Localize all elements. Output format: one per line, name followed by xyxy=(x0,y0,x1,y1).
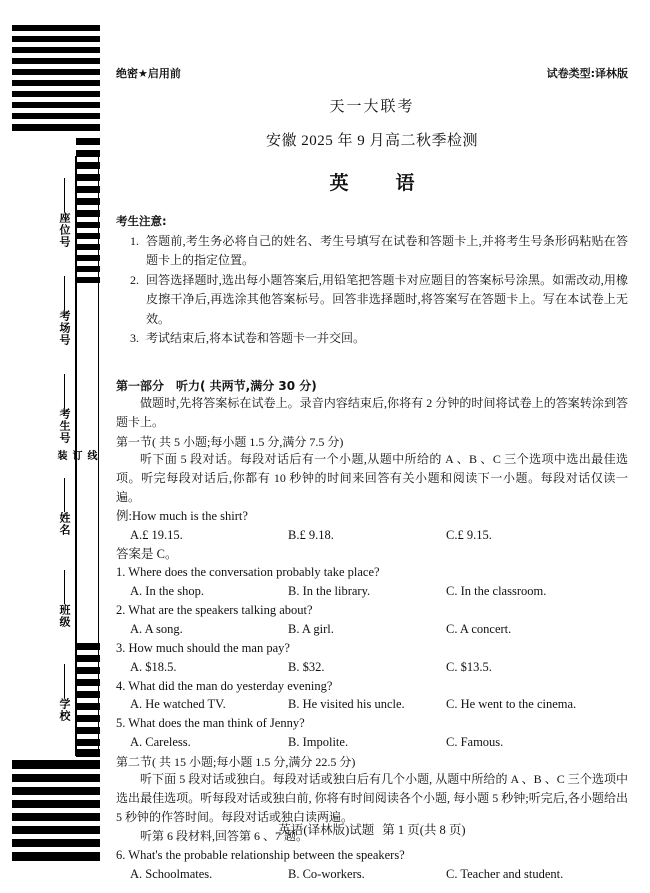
example-options xyxy=(116,526,628,545)
question-text: What does the man think of Jenny? xyxy=(128,716,305,731)
example-question-text: How much is the shirt? xyxy=(131,508,248,523)
question-options xyxy=(116,582,628,601)
option-b[interactable]: B. Co-workers. xyxy=(288,866,365,881)
question-text: What are the speakers talking about? xyxy=(128,603,313,618)
barcode-stripe xyxy=(76,715,100,722)
title-block xyxy=(116,95,628,195)
question-text: Where does the conversation probably take place? xyxy=(128,565,380,580)
seal-field-room-line xyxy=(64,276,65,310)
barcode-stripe xyxy=(76,277,100,283)
barcode-stripe xyxy=(76,691,100,698)
seal-field-seat-line xyxy=(64,178,65,212)
option-a[interactable]: A.£ 19.15. xyxy=(130,527,183,542)
question-stem xyxy=(116,639,628,658)
option-c[interactable]: C. $13.5. xyxy=(446,659,492,674)
seal-vertical-rule-inner xyxy=(98,156,99,756)
notice-item-text: 回答选择题时,选出每小题答案后,用铅笔把答题卡对应题目的答案标号涂黑。如需改动,用橡皮擦干净后,再选涂其他答案标号。回答非选择题时,将答案写在答题卡上。写在本试卷上无效。 xyxy=(146,272,628,326)
question-stem xyxy=(116,601,628,620)
barcode-stripe xyxy=(12,91,100,97)
notice-item xyxy=(130,271,628,329)
option-b[interactable]: B. Impolite. xyxy=(288,735,349,750)
notice-item-number: 1. xyxy=(130,234,139,248)
option-a[interactable]: A. $18.5. xyxy=(130,659,177,674)
example-label: 例: xyxy=(116,508,132,523)
seal-field-seat xyxy=(38,175,72,248)
option-c[interactable]: C. Famous. xyxy=(446,735,504,750)
seal-field-examinee-line xyxy=(64,374,65,408)
barcode-stripe xyxy=(76,643,100,650)
exam-organization: 天一大联考 xyxy=(329,99,415,115)
barcode-stripe xyxy=(12,69,100,75)
footer-subject: 英语(译林版)试题 xyxy=(278,823,375,837)
seal-field-school-label: 学校 xyxy=(58,698,71,722)
barcode-stripe xyxy=(76,138,100,145)
question-number: 4. xyxy=(116,678,126,693)
confidential-label: 绝密★启用前 xyxy=(116,67,181,80)
barcode-stripe xyxy=(76,749,100,757)
barcode-stripe xyxy=(76,186,100,193)
barcode-stripe xyxy=(12,813,100,821)
barcode-stripe xyxy=(76,266,100,272)
seal-field-class-label: 班级 xyxy=(58,604,71,628)
exam-name: 安徽 2025 年 9 月高二秋季检测 xyxy=(265,133,478,149)
section-one-intro: 听下面 5 段对话。每段对话后有一个小题,从题中所给的 A 、B 、C 三个选项中选出最佳选项。听完每段对话后,你都有 10 秒钟的时间来回答有关小题和阅读下一小题。每段对话仅读一遍。 xyxy=(116,451,628,504)
question-number: 1. xyxy=(116,565,126,580)
notice-item-number: 2. xyxy=(130,272,139,287)
barcode-stripe xyxy=(12,839,100,847)
barcode-stripe xyxy=(76,244,100,250)
question-stem xyxy=(116,846,628,865)
barcode-stripe xyxy=(76,222,100,228)
barcode-stripe xyxy=(12,47,100,53)
question-stem xyxy=(116,714,628,733)
barcode-stripe xyxy=(12,36,100,42)
barcode-stripe xyxy=(12,852,100,861)
binding-char-bind: 订 xyxy=(70,450,81,460)
notice-item xyxy=(130,329,628,348)
material-note: 听第 6 段材料,回答第 6 、7 题。 xyxy=(140,828,309,843)
barcode-stripe xyxy=(76,703,100,710)
seal-field-school-line xyxy=(64,664,65,698)
option-b[interactable]: B.£ 9.18. xyxy=(288,527,334,542)
notice-item-number: 3. xyxy=(130,331,139,346)
option-a[interactable]: A. He watched TV. xyxy=(130,697,226,712)
question-options xyxy=(116,658,628,677)
option-a[interactable]: A. Careless. xyxy=(130,735,191,750)
option-c[interactable]: C. In the classroom. xyxy=(446,584,547,599)
option-c[interactable]: C. He went to the cinema. xyxy=(446,697,577,712)
barcode-stripe xyxy=(12,787,100,795)
seal-field-school xyxy=(38,661,72,722)
barcode-stripe xyxy=(76,150,100,157)
option-b[interactable]: B. A girl. xyxy=(288,621,334,636)
part-one-heading xyxy=(116,377,628,394)
barcode-stripe xyxy=(76,198,100,205)
barcode-stripe xyxy=(12,774,100,782)
barcode-stripe xyxy=(12,124,100,131)
barcode-stripe xyxy=(12,58,100,64)
barcode-stripe xyxy=(76,162,100,169)
candidate-notice xyxy=(116,213,628,349)
option-c[interactable]: C.£ 9.15. xyxy=(446,527,492,542)
notice-item-text: 考试结束后,将本试卷和答题卡一并交回。 xyxy=(146,331,366,346)
subject-title: 英 语 xyxy=(329,172,429,194)
question-options xyxy=(116,695,628,714)
barcode-stripe xyxy=(76,727,100,734)
section-two-intro: 听下面 5 段对话或独白。每段对话或独白后有几个小题, 从题中所给的 A 、B 、C 三个选项中选出最佳选项。听每段对话或独白前, 你将有时间阅读各个小题, 每小题 5 秒钟;听完后,各小题给出 5 秒钟的作答时间。每段对话或独白读两遍。 xyxy=(116,772,628,824)
question-number: 5. xyxy=(116,716,126,731)
barcode-stripe xyxy=(76,667,100,674)
part-one-intro: 做题时,先将答案标在试卷上。录音内容结束后,你将有 2 分钟的时间将试卷上的答案转涂到答题卡上。 xyxy=(116,396,628,429)
seal-field-name-label: 姓名 xyxy=(58,512,71,536)
option-a[interactable]: A. Schoolmates. xyxy=(130,866,213,881)
seal-field-labels xyxy=(38,175,72,775)
notice-title: 考生注意: xyxy=(116,214,167,228)
part-one-heading-label: 第一部分 xyxy=(116,379,165,393)
option-b[interactable]: B. He visited his uncle. xyxy=(288,697,405,712)
part-one-heading-title: 听力( 共两节,满分 30 分) xyxy=(176,379,317,393)
example-answer: 答案是 C。 xyxy=(116,546,178,561)
notice-item-text: 答题前,考生务必将自己的姓名、考生号填写在试卷和答题卡上,并将考生号条形码粘贴在答题卡上的指定位置。 xyxy=(146,234,628,268)
barcode-stripe xyxy=(12,25,100,31)
barcode-stripe xyxy=(76,739,100,746)
barcode-stripe xyxy=(12,800,100,808)
seal-sidebar xyxy=(12,25,100,869)
seal-field-examinee-label: 考生号 xyxy=(58,408,71,444)
option-b[interactable]: B. $32. xyxy=(288,659,325,674)
seal-field-room-label: 考场号 xyxy=(58,310,71,346)
option-c[interactable]: C. Teacher and student. xyxy=(446,866,564,881)
paper-content xyxy=(116,25,628,881)
section-one-heading: 第一节( 共 5 小题;每小题 1.5 分,满分 7.5 分) xyxy=(116,434,344,449)
barcode-stripe xyxy=(12,80,100,86)
question-text: What did the man do yesterday evening? xyxy=(128,678,333,693)
barcode-stripe xyxy=(76,210,100,217)
paper-type-label: 试卷类型:译林版 xyxy=(546,67,628,80)
barcode-stripe xyxy=(12,826,100,834)
question-number: 6. xyxy=(116,847,126,862)
question-options xyxy=(116,620,628,639)
barcode-stripe xyxy=(76,174,100,181)
barcode-stripe xyxy=(76,679,100,686)
notice-item xyxy=(130,232,628,271)
page-header xyxy=(116,65,628,81)
page-footer xyxy=(116,820,628,838)
barcode-stripe xyxy=(76,233,100,239)
question-stem xyxy=(116,677,628,696)
seal-field-class xyxy=(38,567,72,628)
question-options xyxy=(116,865,628,884)
seal-field-name-line xyxy=(64,478,65,512)
footer-page-number: 第 1 页(共 8 页) xyxy=(382,823,466,837)
binding-char-pack: 装 xyxy=(55,450,66,460)
option-a[interactable]: A. A song. xyxy=(130,621,183,636)
barcode-stripe xyxy=(12,102,100,108)
question-text: What's the probable relationship between the speakers? xyxy=(128,847,405,862)
seal-field-name xyxy=(38,475,72,536)
barcode-stripe xyxy=(76,255,100,261)
part-one-section xyxy=(116,375,628,884)
option-a[interactable]: A. In the shop. xyxy=(130,584,204,599)
seal-field-room xyxy=(38,273,72,346)
question-number: 3. xyxy=(116,640,126,655)
question-stem xyxy=(116,563,628,582)
option-b[interactable]: B. In the library. xyxy=(288,584,371,599)
option-c[interactable]: C. A concert. xyxy=(446,621,512,636)
binding-char-line: 线 xyxy=(85,450,96,460)
example-question xyxy=(116,507,628,526)
question-options xyxy=(116,733,628,752)
question-text: How much should the man pay? xyxy=(128,640,290,655)
section-two-heading: 第二节( 共 15 小题;每小题 1.5 分,满分 22.5 分) xyxy=(116,755,356,770)
question-number: 2. xyxy=(116,603,126,618)
barcode-stripe xyxy=(76,655,100,662)
seal-field-examinee xyxy=(38,371,72,444)
seal-field-seat-label: 座位号 xyxy=(58,212,71,248)
seal-field-class-line xyxy=(64,570,65,604)
barcode-stripe xyxy=(12,113,100,119)
